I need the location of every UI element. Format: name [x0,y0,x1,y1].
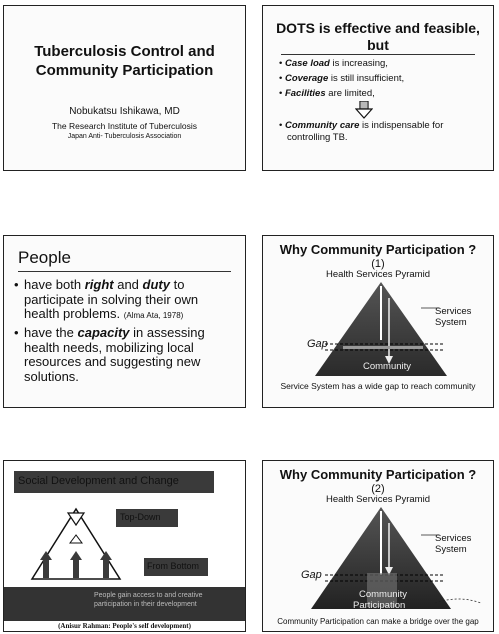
affiliation-association: Japan Anti- Tuberculosis Association [67,133,182,140]
participation-label: Participation [353,600,406,611]
item-text: to [169,277,185,292]
list-item [14,277,234,324]
from-bottom-label: From Bottom [147,561,200,571]
gap-band [343,346,423,349]
item-text: are limited, [325,88,375,99]
conclusion-emphasis: Community care [284,120,360,131]
community-label: Community [359,589,408,600]
services-system-label: Services System [435,306,472,328]
slide-why-participation-1 [262,235,494,408]
bottom-text [94,591,203,609]
item-emphasis: Facilities [284,88,326,99]
title-line-1: Tuberculosis Control and [34,43,215,60]
heading-rule [281,54,475,55]
slide-title [3,5,246,171]
slide-caption: Service System has a wide gap to reach community [280,381,476,391]
bullet-icon: • [279,73,283,84]
item-text: is increasing, [329,58,388,69]
slide-number: (2) [371,483,385,495]
slide-heading: Why Community Participation ? [279,467,477,482]
bullet-icon: • [279,120,283,131]
item-text: and [113,277,143,292]
banner-title: Social Development and Change [18,475,179,487]
item-text-line: solutions. [24,368,79,384]
top-down-label: Top-Down [120,512,161,522]
slide-caption: Community Participation can make a bridge over the gap [277,617,479,626]
social-pyramid [12,505,132,585]
emphasis-duty: duty [142,277,170,292]
heading-line-1: DOTS is effective and feasible, [276,20,480,36]
item-text-line: health needs, mobilizing local [24,339,194,355]
title-line-2: Community Participation [35,62,214,79]
slide-heading [263,20,493,54]
heading-line-2: but [367,37,389,53]
emphasis-capacity: capacity [77,325,130,340]
slide-why-participation-2 [262,460,494,632]
conclusion-item [279,120,443,144]
bottom-text-line-1: People gain access to and creative [94,592,203,599]
gap-label: Gap [307,338,328,350]
list-item [279,88,375,100]
services-system-label: Services System [435,533,472,555]
item-text-line: health problems. [24,306,124,322]
emphasis-right: right [84,277,114,292]
item-text: have both [24,277,85,292]
pyramid-label: Health Services Pyramid [325,494,430,505]
slide-social-development [3,460,246,632]
slide-people [3,235,246,408]
presentation-title [4,42,245,80]
down-arrow-icon [355,101,373,119]
health-services-pyramid [263,280,493,395]
slide-number: (1) [371,258,385,270]
author-name: Nobukatsu Ishikawa, MD [69,106,180,117]
item-text-line: participate in solving their own [24,291,199,307]
item-text-line: resources and suggesting new [24,354,201,370]
item-text: have the [24,325,78,340]
bullet-icon: • [279,58,283,69]
slide-dots [262,5,494,171]
item-text: in assessing [129,325,205,340]
bullet-icon: • [14,325,19,340]
heading-rule [18,271,231,272]
community-label: Community [363,361,412,372]
conclusion-text: is indispensable for [359,120,444,131]
conclusion-text-line-2: controlling TB. [287,132,348,143]
item-text: is still insufficient, [328,73,405,84]
gap-label: Gap [301,569,322,581]
pyramid-label: Health Services Pyramid [325,269,430,280]
list-item [279,73,404,85]
citation: (Anisur Rahman: People's self development) [58,622,191,630]
slide-heading: People [18,248,71,267]
item-emphasis: Case load [284,58,330,69]
citation: (Alma Ata, 1978) [123,311,184,321]
affiliation-institute: The Research Institute of Tuberculosis [51,121,198,131]
list-item [279,58,388,70]
bullet-icon: • [14,277,19,292]
list-item [14,325,234,384]
item-emphasis: Coverage [284,73,329,84]
bottom-text-line-2: participation in their development [94,601,197,608]
bullet-icon: • [279,88,283,99]
slide-heading: Why Community Participation ? [279,242,477,257]
